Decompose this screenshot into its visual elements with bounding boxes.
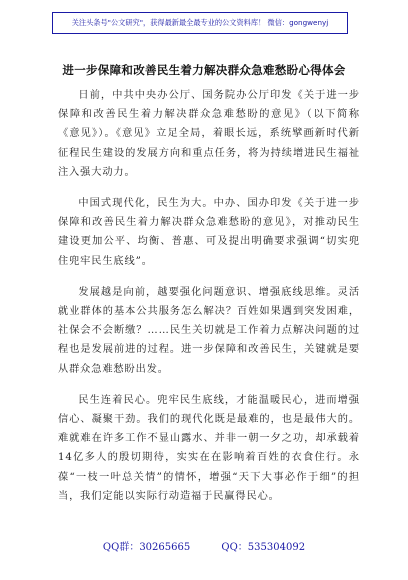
paragraph-4: 民生连着民心。兜牢民生底线，才能温暖民心，进而增强信心、凝聚干劲。我们的现代化既是最难的，也是最伟大的。难就难在许多工作不显山露水、并非一朝一夕之功，却承载着14亿多人的殷切期待，实实在在影响着百姓的衣食住行。永葆“一枝一叶总关情”的情怀，增强“天下大事必作于细”的担当，我们定能以实际行动造福于民赢得民心。 <box>58 394 360 502</box>
paragraph-2: 中国式现代化，民生为大。中办、国办印发《关于进一步保障和改善民生着力解决群众急难愁盼的意见》，对推动民生建设更加公平、均衡、普惠、可及提出明确要求强调“切实兜住兜牢民生底线”。 <box>58 198 360 267</box>
document-body <box>58 86 360 518</box>
paragraph-3: 发展越是向前，越要强化问题意识、增强底线思维。灵活就业群体的基本公共服务怎么解决？百姓如果遇到突发困难，社保会不会断缴？……民生关切就是工作着力点解决问题的过程也是发展前进的过程。进一步保障和改善民生，关键就是要从群众急难愁盼出发。 <box>58 286 360 375</box>
header-banner: 关注头条号"公文研究"，获得最新最全最专业的公文资料库！ 微信：gongwenyj <box>52 12 348 34</box>
paragraph-1: 日前，中共中央办公厅、国务院办公厅印发《关于进一步保障和改善民生着力解决群众急难愁盼的意见》（以下简称《意见》）。《意见》立足全局，着眼长远，系统擘画新时代新征程民生建设的发展方向和重点任务，将为持续增进民生福祉注入强大动力。 <box>58 90 360 178</box>
footer-contact <box>0 538 408 553</box>
qq-group-text: QQ群：30265665 <box>102 542 191 553</box>
qq-number-text: QQ：535304092 <box>221 542 306 553</box>
document-title: 进一步保障和改善民生着力解决群众急难愁盼心得体会 <box>62 63 346 77</box>
